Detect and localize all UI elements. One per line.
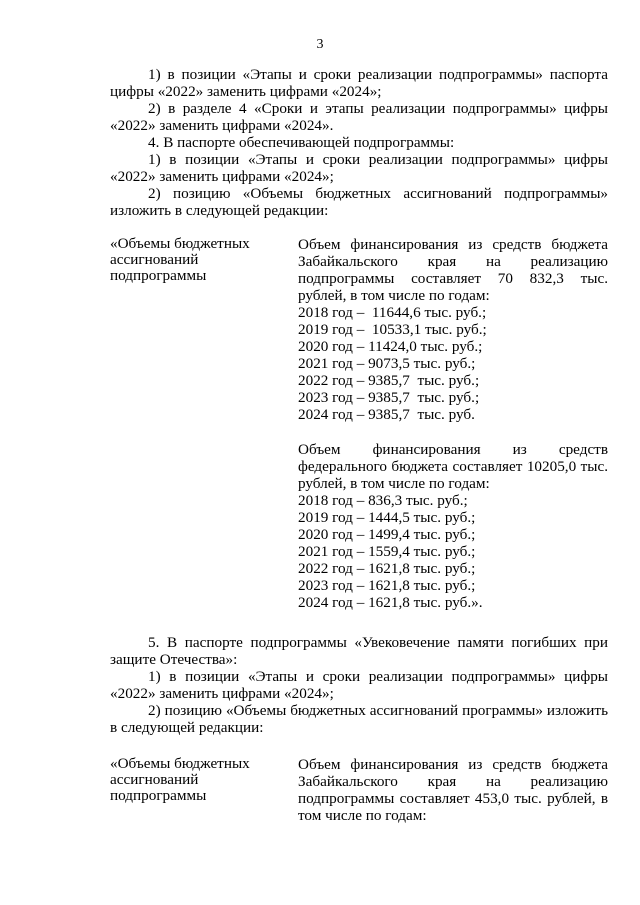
year-line: 2024 год – 9385,7 тыс. руб. — [298, 406, 475, 423]
year-line: 2021 год – 9073,5 тыс. руб.; — [298, 355, 476, 372]
year-line: 2018 год – 11644,6 тыс. руб.; — [298, 304, 487, 321]
passport-label: «Объемы бюджетных ассигнований подпрограммы — [110, 235, 250, 284]
passport-value — [298, 756, 608, 824]
year-line: 2024 год – 1621,8 тыс. руб.». — [298, 594, 483, 611]
amendment-paragraph: 5. В паспорте подпрограммы «Увековечение памяти погибших при защите Отечества»: — [110, 634, 608, 668]
amendment-paragraph: 2) позицию «Объемы бюджетных ассигнований программы» изложить в следующей редакции: — [110, 702, 608, 736]
amendment-paragraph: 2) позицию «Объемы бюджетных ассигнований подпрограммы» изложить в следующей редакции: — [110, 185, 608, 219]
passport-label: «Объемы бюджетных ассигнований подпрограммы — [110, 755, 250, 804]
year-line: 2019 год – 1444,5 тыс. руб.; — [298, 509, 476, 526]
intro-amendments — [110, 66, 608, 219]
year-line: 2020 год – 1499,4 тыс. руб.; — [298, 526, 476, 543]
year-line: 2018 год – 836,3 тыс. руб.; — [298, 492, 468, 509]
passport-value — [298, 236, 608, 611]
year-line: 2023 год – 9385,7 тыс. руб.; — [298, 389, 480, 406]
year-line: 2020 год – 11424,0 тыс. руб.; — [298, 338, 483, 355]
amendment-paragraph: 4. В паспорте обеспечивающей подпрограммы: — [148, 134, 455, 151]
page-number: 3 — [316, 37, 324, 52]
year-line: 2023 год – 1621,8 тыс. руб.; — [298, 577, 476, 594]
federal-funding-intro: Объем финансирования из средств федерального бюджета составляет 10205,0 тыс. рублей, в том числе по годам: — [298, 441, 608, 492]
year-line: 2021 год – 1559,4 тыс. руб.; — [298, 543, 476, 560]
section-5-amendments — [110, 634, 608, 736]
year-line: 2022 год – 1621,8 тыс. руб.; — [298, 560, 476, 577]
amendment-paragraph: 1) в позиции «Этапы и сроки реализации подпрограммы» паспорта цифры «2022» заменить цифрами «2024»; — [110, 66, 608, 100]
year-line: 2019 год – 10533,1 тыс. руб.; — [298, 321, 487, 338]
passport-budget-table-1 — [110, 236, 608, 611]
amendment-paragraph: 2) в разделе 4 «Сроки и этапы реализации подпрограммы» цифры «2022» заменить цифрами «2024». — [110, 100, 608, 134]
amendment-paragraph: 1) в позиции «Этапы и сроки реализации подпрограммы» цифры «2022» заменить цифрами «2024»; — [110, 151, 608, 185]
amendment-paragraph: 1) в позиции «Этапы и сроки реализации подпрограммы» цифры «2022» заменить цифрами «2024»; — [110, 668, 608, 702]
year-line: 2022 год – 9385,7 тыс. руб.; — [298, 372, 480, 389]
regional-funding-intro: Объем финансирования из средств бюджета Забайкальского края на реализацию подпрограммы составляет 453,0 тыс. рублей, в том числе по годам: — [298, 756, 608, 824]
regional-funding-intro: Объем финансирования из средств бюджета Забайкальского края на реализацию подпрограммы составляет 70 832,3 тыс. рублей, в том числе по годам: — [298, 236, 608, 304]
passport-budget-table-2 — [110, 756, 608, 824]
